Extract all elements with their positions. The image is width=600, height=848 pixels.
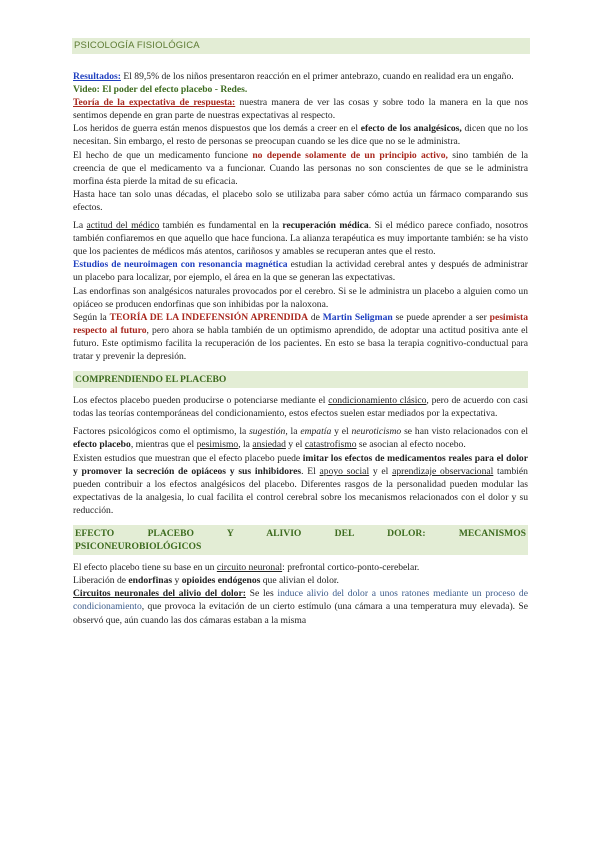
paragraph-medication <box>73 149 528 188</box>
paragraph-war-wounded <box>73 122 528 148</box>
document-body <box>73 70 528 627</box>
highlight-conditioning-process: induce alivio del dolor a unos ratones mediante un proceso de condicionamiento <box>73 588 528 613</box>
text-run: , pero de acuerdo con casi todas las teorías contemporáneas del condicionamiento, estos efectos suelen estar mediados por la expectativa. <box>73 395 528 420</box>
video-label: Video: El poder del efecto placebo - Redes. <box>73 84 248 96</box>
paragraph-history: Hasta hace tan solo unas décadas, el placebo solo se utilizaba para saber cómo actúa un fármaco comparando sus efectos. <box>73 188 528 213</box>
highlight-suggestion: sugestión <box>249 426 286 438</box>
paragraph-release <box>73 574 528 587</box>
text-run: dicen que no los necesitan. Sin embargo, el resto de personas se preocupan cuando se les dice que no se le administra. <box>73 123 528 148</box>
paragraph-results <box>73 70 528 83</box>
highlight-empathy: empatía <box>300 426 332 438</box>
paragraph-learned-helplessness <box>73 311 528 363</box>
highlight-neural-circuit: circuito neuronal <box>216 562 283 574</box>
highlight-neuroticism: neuroticismo <box>351 426 402 438</box>
highlight-neuroimaging: Estudios de neuroimagen con resonancia magnética <box>73 259 288 271</box>
highlight-catastrophism: catastrofismo <box>304 439 357 451</box>
text-run: , que provoca la evitación de un cierto estímulo (una cámara a una temperatura muy elevada). Se observó que, aún cuando las dos cámaras estaban a la misma <box>73 601 528 626</box>
text-run: de <box>308 311 323 323</box>
text-run: . El <box>301 465 320 477</box>
text-run: Factores psicológicos como el optimismo, la <box>73 426 250 438</box>
highlight-seligman: Martin Seligman <box>322 311 393 323</box>
text-run: Existen estudios que muestran que el efecto placebo puede <box>73 452 303 464</box>
text-run: Liberación de <box>73 575 129 587</box>
paragraph-endorphins: Las endorfinas son analgésicos naturales provocados por el cerebro. Si se le administra un placebo a alguien como un opiáceo se producen endorfinas que son inhibidas por la naloxona. <box>73 285 528 310</box>
text-run: se han visto relacionados con el <box>401 426 528 438</box>
highlight-placebo-effect: efecto placebo <box>73 439 131 451</box>
expectation-theory-label: Teoría de la expectativa de respuesta: <box>73 97 236 109</box>
results-label: Resultados: <box>73 71 121 82</box>
paragraph-doctor-attitude <box>73 219 528 258</box>
section-heading-line-1: EFECTO PLACEBO Y ALIVIO DEL DOLOR: MECANISMOS <box>75 528 526 539</box>
paragraph-video <box>73 83 528 96</box>
text-run: y el <box>285 439 305 451</box>
highlight-pessimism-2: pesimismo <box>196 439 239 451</box>
text-run: , mientras que el <box>130 439 197 451</box>
text-run: y <box>172 575 182 587</box>
text-run: que alivian el dolor. <box>260 575 339 587</box>
text-run: y el <box>331 426 352 438</box>
paragraph-conditioning <box>73 394 528 420</box>
text-run: La <box>73 220 87 232</box>
highlight-helplessness-theory: TEORÍA DE LA INDEFENSIÓN APRENDIDA <box>109 311 309 323</box>
paragraph-pain-circuits <box>73 587 528 626</box>
highlight-endogenous-opioids: opioides endógenos <box>181 575 261 587</box>
highlight-imitate-medication: imitar los efectos de medicamentos reales para el dolor y promover la secreción de opiáceos y sus inhibidores <box>73 452 528 477</box>
text-run: Según la <box>73 311 110 323</box>
text-run: también pueden contribuir a los efectos analgésicos del placebo. Diferentes rasgos de la personalidad pueden modular las expectativas de la analgesia, lo cual facilita el control cerebral sobre los mecanismos relacionados con el dolor y su reducción. <box>73 465 528 516</box>
text-run: Se les <box>245 588 278 600</box>
highlight-social-support: apoyo social <box>319 465 370 477</box>
text-run: y el <box>369 465 393 477</box>
text-run: Los heridos de guerra están menos dispuestos que los demás a creer en el <box>73 123 361 135</box>
highlight-medical-recovery: recuperación médica <box>282 220 369 232</box>
text-run: El hecho de que un medicamento funcione <box>73 149 253 161</box>
section-heading-understanding-placebo: COMPRENDIENDO EL PLACEBO <box>73 371 528 388</box>
paragraph-expectation-theory <box>73 96 528 122</box>
highlight-classical-conditioning: condicionamiento clásico <box>328 395 427 407</box>
text-run: estudian la actividad cerebral antes y después de administrar un placebo para localizar, por ejemplo, el área en la que se generan las expectativas. <box>73 259 528 284</box>
text-run: se puede aprender a ser <box>392 311 490 323</box>
text-run: sino también de la creencia de que el medicamento va a funcionar. Cuando las personas no son conscientes de que se le administra morfina ésta pierde la mitad de su eficacia. <box>73 149 528 187</box>
paragraph-neuroimaging <box>73 258 528 284</box>
highlight-anxiety: ansiedad <box>252 439 286 451</box>
text-run: El efecto placebo tiene su base en un <box>73 562 217 574</box>
text-run: Los efectos placebo pueden producirse o potenciarse mediante el <box>73 395 329 407</box>
text-run: . Si el médico parece confiado, nosotros también confiaremos en que aquello que hace funciona. La alianza terapéutica es muy importante también: se ha visto que los pacientes de médicos más atentos, cariñosos y amables se recuperan antes que el resto. <box>73 220 528 258</box>
expectation-theory-text: nuestra manera de ver las cosas y sobre todo la manera en la que nos sentimos depende en gran parte de nuestras expectativas al respecto. <box>73 97 528 122</box>
highlight-analgesics: efecto de los analgésicos, <box>360 123 462 135</box>
highlight-observational-learning: aprendizaje observacional <box>392 465 494 477</box>
text-run: , la <box>238 439 253 451</box>
text-run: : prefrontal cortico-ponto-cerebelar. <box>282 562 420 574</box>
document-header-title: PSICOLOGÍA FISIOLÓGICA <box>74 40 200 51</box>
highlight-pain-circuits: Circuitos neuronales del alivio del dolor: <box>73 588 246 600</box>
highlight-active-principle: no depende solamente de un principio activo, <box>252 149 448 161</box>
section-heading-line-2: PSICONEUROBIOLÓGICOS <box>75 541 202 553</box>
section-heading-pain-relief <box>73 525 528 555</box>
paragraph-neural-circuit <box>73 561 528 574</box>
text-run: , la <box>285 426 301 438</box>
paragraph-studies <box>73 452 528 517</box>
highlight-pessimism: pesimista respecto al futuro <box>73 311 528 336</box>
text-run: se asocian al efecto nocebo. <box>356 439 466 451</box>
highlight-endorphins: endorfinas <box>128 575 173 587</box>
text-run: también es fundamental en la <box>159 220 283 232</box>
results-text: El 89,5% de los niños presentaron reacción en el primer antebrazo, cuando en realidad era un engaño. <box>120 71 514 82</box>
text-run: , pero ahora se habla también de un optimismo aprendido, de adoptar una actitud positiva ante el futuro. Este optimismo facilita la recuperación de los pacientes. En esto se basa la terapia cognitivo-conductual para tratar y prevenir la depresión. <box>73 324 529 362</box>
paragraph-psych-factors <box>73 425 528 451</box>
highlight-doctor-attitude: actitud del médico <box>86 220 160 232</box>
